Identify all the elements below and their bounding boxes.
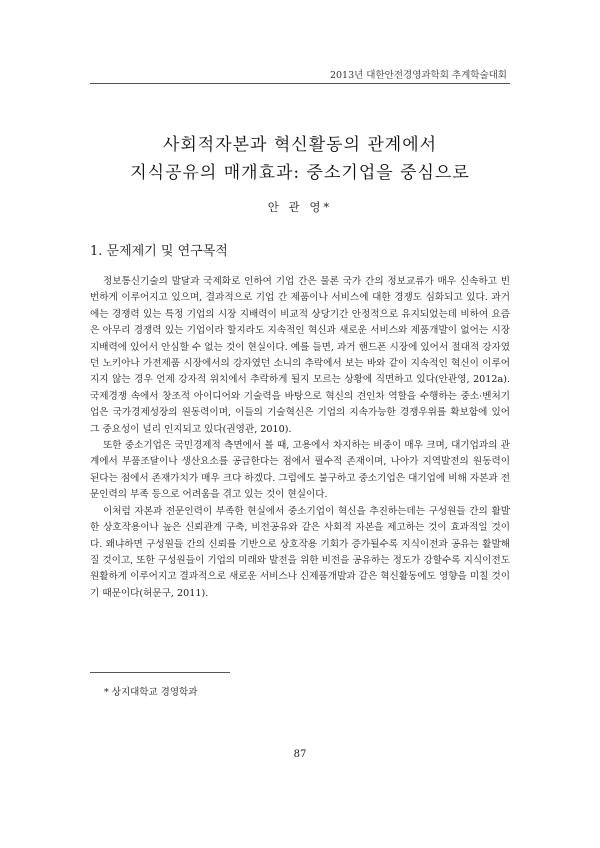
section-heading: 1. 문제제기 및 연구목적 (90, 244, 228, 259)
running-header: 2013년 대한안전경영과학회 추계학술대회 (329, 70, 507, 81)
author-name: 안 관 영* (267, 200, 333, 214)
paragraph-1: 정보통신기술의 발달과 국제화로 인하여 기업 간은 물론 국가 간의 정보교류가 매우 신속하고 빈번하게 이루어지고 있으며, 결과적으로 기업 간 제품이나 서비스에 대한 경쟁도 심화되고 있다. 과거에는 경쟁력 있는 특정 기업의 시장 지배력이 비교적 상당기간 안정적으로 유지되었는데 비하여 요즘은 아무리 경쟁력 있는 기업이라 할지라도 지속적인 혁신과 새로운 서비스와 제품개발이 없어는 시장지배력에 있어서 안심할 수 없는 것이 현실이다. 예를 들면, 과거 핸드폰 시장에 있어서 절대적 강자였던 노키아나 가전제품 시장에서의 강자였던 소니의 추락에서 보는 바와 같이 지속적인 혁신이 이루어지지 않는 경우 언제 강자적 위치에서 추락하게 될지 모르는 상황에 직면하고 있다(안관영, 2012a). 국제경쟁 속에서 창조적 아이디어와 기술력을 바탕으로 혁신의 견인차 역할을 수행하는 중소·벤처기업은 국가경제성장의 원동력이며, 이들의 기술혁신은 기업의 지속가능한 경쟁우위를 확보함에 있어 그 중요성이 널리 인지되고 있다(권영관, 2010). (90, 276, 510, 435)
footnote: * 상지대학교 경영학과 (104, 687, 198, 698)
paper-title-line-1: 사회적자본과 혁신활동의 관계에서 (162, 135, 438, 155)
footnote-rule (90, 672, 230, 673)
paper-title-line-2: 지식공유의 매개효과: 중소기업을 중심으로 (130, 163, 470, 183)
paragraph-2: 또한 중소기업은 국민경제적 측면에서 볼 때, 고용에서 차지하는 비중이 매우 크며, 대기업과의 관계에서 부품조달이나 생산요소를 공급한다는 점에서 필수적 존재이며, 나아가 지역발전의 원동력이 된다는 점에서 존재가치가 매우 크다 하겠다. 그럼에도 불구하고 중소기업은 대기업에 비해 자본과 전문인력의 부족 등으로 어려움을 겪고 있는 것이 현실이다. (90, 440, 510, 501)
paragraph-3: 이처럼 자본과 전문인력이 부족한 현실에서 중소기업이 혁신을 추진하는데는 구성원들 간의 활발한 상호작용이나 높은 신뢰관계 구축, 비전공유와 같은 사회적 자본을 제고하는 것이 효과적일 것이다. 왜냐하면 구성원들 간의 신뢰를 기반으로 상호작용 기회가 증가될수록 지식이전과 공유는 활발해질 것이고, 또한 구성원들이 기업의 미래와 발전을 위한 비전을 공유하는 정도가 강할수록 지식이전도 원활하게 이루어지고 결과적으로 새로운 서비스나 신제품개발과 같은 혁신활동에도 영향을 미칠 것이기 때문이다(허문구, 2011). (90, 505, 510, 599)
page-number: 87 (293, 749, 307, 760)
body-text (90, 274, 510, 602)
header-rule (90, 83, 510, 84)
